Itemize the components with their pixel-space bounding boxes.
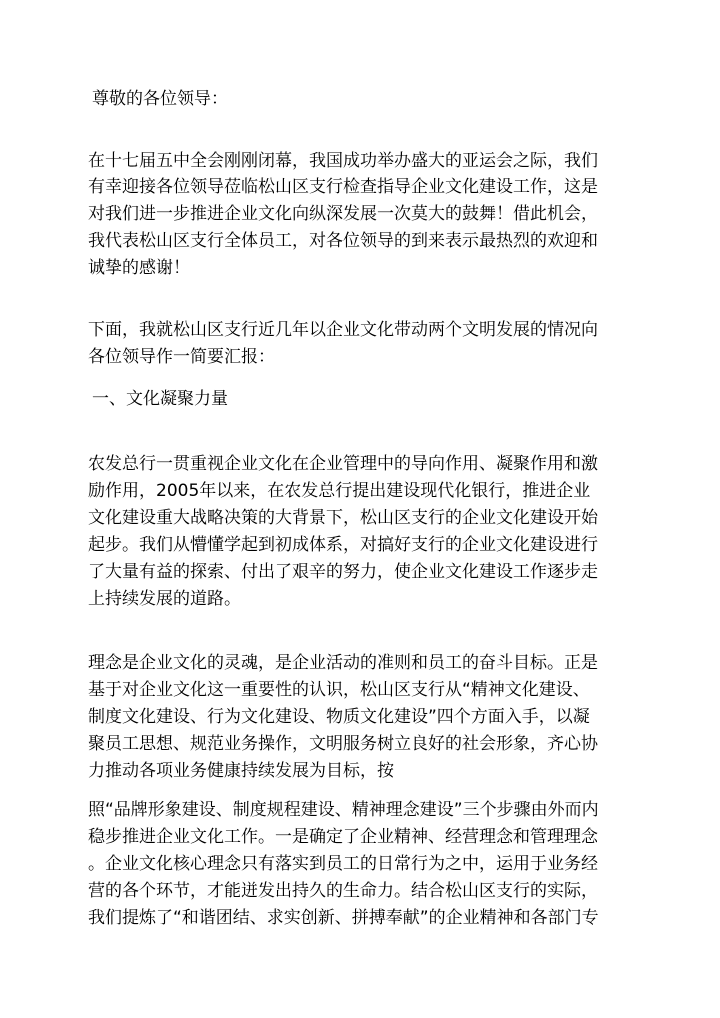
paragraph-line: 下面，我就松山区支行近几年以企业文化带动两个文明发展的情况向 (88, 320, 598, 340)
paragraph-line: 有幸迎接各位领导莅临松山区支行检查指导企业文化建设工作，这是 (88, 177, 598, 197)
paragraph-line: 诚挚的感谢！ (88, 258, 190, 278)
paragraph-line: 我们提炼了“和谐团结、求实创新、拼搏奉献”的企业精神和各部门专 (88, 908, 599, 928)
paragraph-line: 起步。我们从懵懂学起到初成体系，对搞好支行的企业文化建设进行 (88, 535, 598, 555)
paragraph-line: 聚员工思想、规范业务操作，文明服务树立良好的社会形象，齐心协 (88, 734, 598, 754)
paragraph-line: 制度文化建设、行为文化建设、物质文化建设”四个方面入手，以凝 (88, 707, 590, 727)
paragraph-line: 基于对企业文化这一重要性的认识，松山区支行从“精神文化建设、 (88, 680, 590, 700)
paragraph-line: 我代表松山区支行全体员工，对各位领导的到来表示最热烈的欢迎和 (88, 231, 598, 251)
paragraph-line: 了大量有益的探索、付出了艰辛的努力，使企业文化建设工作逐步走 (88, 562, 598, 582)
paragraph-line: 力推动各项业务健康持续发展为目标，按 (88, 761, 394, 781)
salutation: 尊敬的各位领导： (92, 89, 228, 109)
paragraph-line: 各位领导作一简要汇报： (88, 347, 275, 367)
paragraph-line: 。企业文化核心理念只有落实到员工的日常行为之中，运用于业务经 (88, 854, 598, 874)
paragraph-line: 营的各个环节，才能迸发出持久的生命力。结合松山区支行的实际， (88, 881, 598, 901)
paragraph-line: 理念是企业文化的灵魂，是企业活动的准则和员工的奋斗目标。正是 (88, 653, 598, 673)
paragraph-line: 农发总行一贯重视企业文化在企业管理中的导向作用、凝聚作用和激 (88, 454, 598, 474)
paragraph-line: 对我们进一步推进企业文化向纵深发展一次莫大的鼓舞！借此机会， (88, 204, 598, 224)
paragraph-line: 在十七届五中全会刚刚闭幕，我国成功举办盛大的亚运会之际，我们 (88, 151, 598, 171)
paragraph-line: 上持续发展的道路。 (88, 589, 241, 609)
section-heading: 一、文化凝聚力量 (92, 389, 228, 409)
paragraph-line: 励作用，2005年以来，在农发总行提出建设现代化银行，推进企业 (88, 481, 591, 501)
paragraph-line: 稳步推进企业文化工作。一是确定了企业精神、经营理念和管理理念 (88, 827, 598, 847)
paragraph-line: 文化建设重大战略决策的大背景下，松山区支行的企业文化建设开始 (88, 508, 598, 528)
paragraph-line: 照“品牌形象建设、制度规程建设、精神理念建设”三个步骤由外而内 (88, 800, 599, 820)
